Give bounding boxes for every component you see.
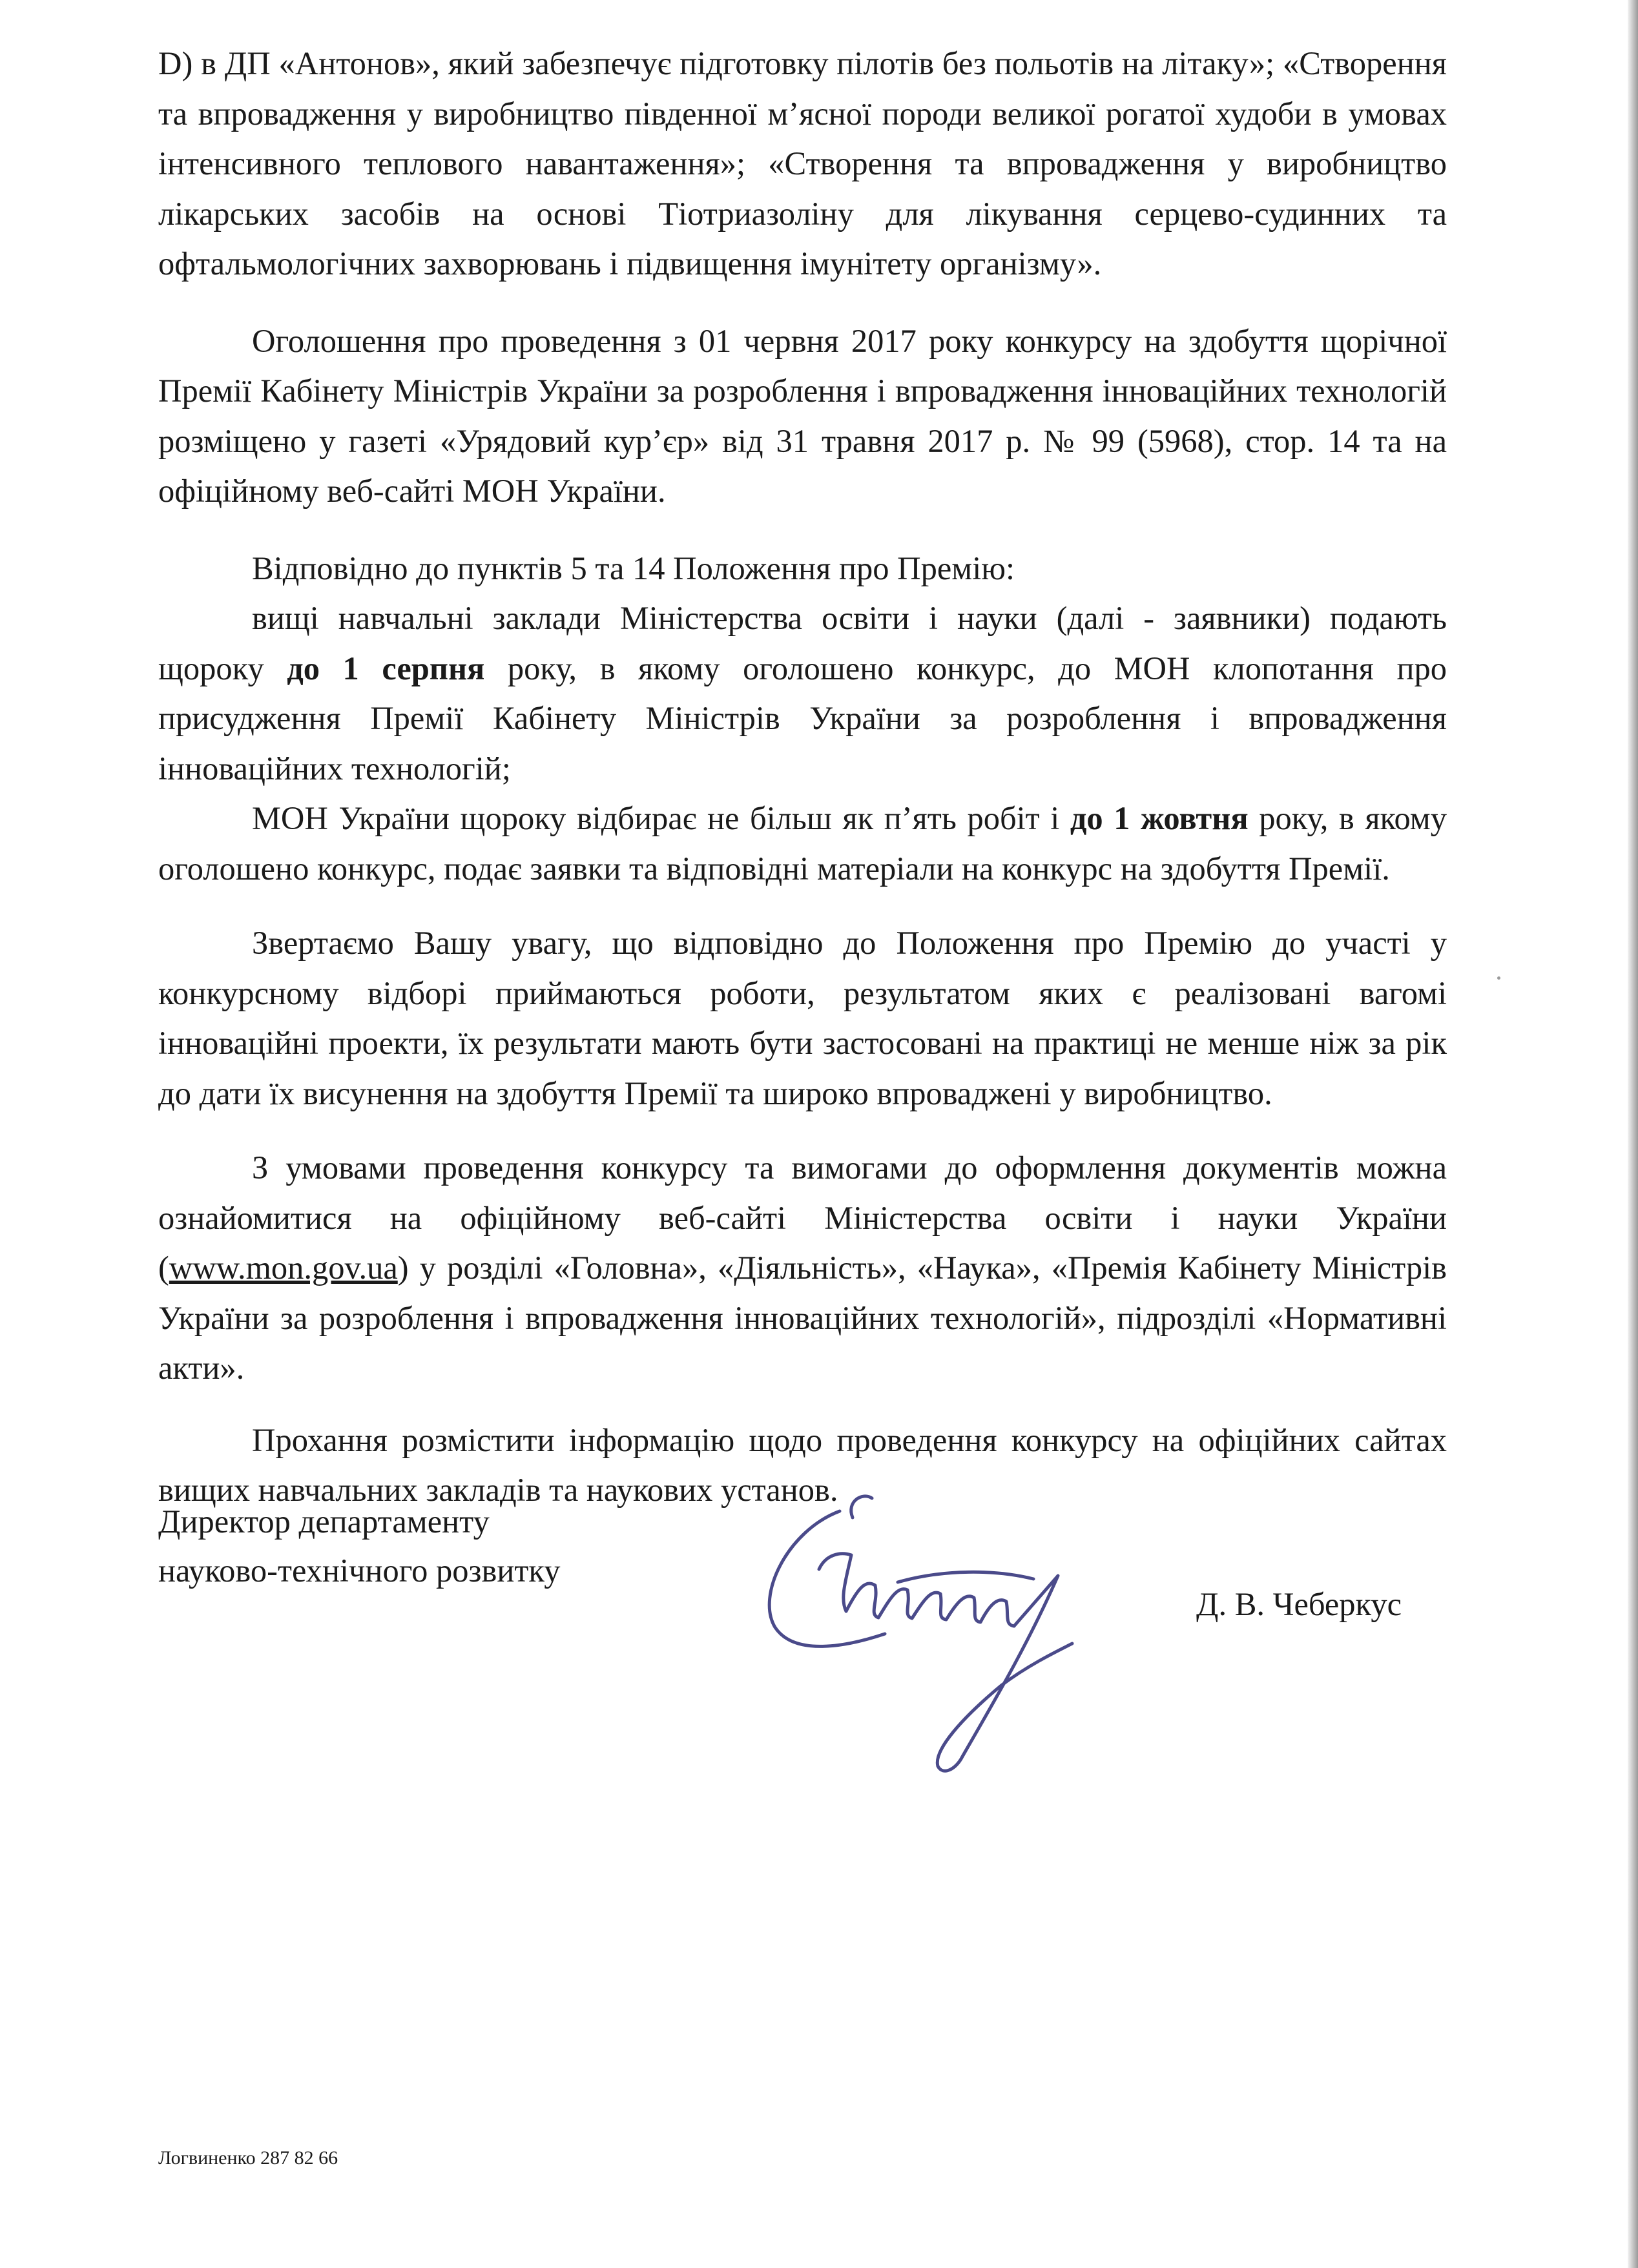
signatory-name: Д. В. Чеберкус xyxy=(1196,1586,1402,1622)
contact-person: Логвиненко 287 82 66 xyxy=(158,2147,338,2169)
paragraph-deadline-ministry xyxy=(158,794,1447,894)
ministry-website-link[interactable]: www.mon.gov.ua xyxy=(169,1250,398,1286)
conditions-text-part-1: З умовами проведення конкурсу та вимогами до оформлення документів можна ознайомитися на офіційному веб-сайті Міністерства освіти і науки України ( xyxy=(158,1149,1447,1286)
deadline-october: до 1 жовтня xyxy=(1070,800,1249,836)
signatory-title-line-1: Директор департаменту xyxy=(158,1503,490,1540)
paragraph-attention: Звертаємо Вашу увагу, що відповідно до Положення про Премію до участі у конкурсному відборі приймаються роботи, результатом яких є реалізовані вагомі інноваційні проекти, їх результати мають бути застосовані на практиці не менше ніж за рік до дати їх висунення на здобуття Премії та широко впроваджені у виробництво. xyxy=(158,925,1447,1111)
paragraph-request: Прохання розмістити інформацію щодо проведення конкурсу на офіційних сайтах вищих навчальних закладів та наукових установ. xyxy=(158,1421,1447,1508)
paragraph-deadline-applicants xyxy=(158,593,1447,794)
signatory-title xyxy=(158,1497,561,1595)
scan-speck xyxy=(1497,976,1500,980)
signatory-title-line-2: науково-технічного розвитку xyxy=(158,1552,561,1589)
paragraph-regulation-intro: Відповідно до пунктів 5 та 14 Положення про Премію: xyxy=(252,550,1015,586)
ministry-text-part-2: року, в якому оголошено конкурс, подає заявки та відповідні матеріали на конкурс на здобуття Премії. xyxy=(158,800,1447,887)
letter-body xyxy=(158,39,1447,1516)
ministry-text-part-1: МОН України щороку відбирає не більш як п’ять робіт і xyxy=(252,800,1070,836)
handwritten-signature xyxy=(749,1472,1111,1782)
paragraph-conditions xyxy=(158,1143,1447,1394)
scan-edge-shadow xyxy=(1628,0,1638,2268)
deadline-august: до 1 серпня xyxy=(287,650,485,686)
deadline-text-part-1: вищі навчальні заклади Міністерства освіти і науки (далі - заявники) подають щороку xyxy=(158,600,1447,686)
paragraph-announcement: Оголошення про проведення з 01 червня 2017 року конкурсу на здобуття щорічної Премії Кабінету Міністрів України за розроблення і впровадження інноваційних технологій розміщено у газеті «Урядовий кур’єр» від 31 травня 2017 р. № 99 (5968), стор. 14 та на офіційному веб-сайті МОН України. xyxy=(158,322,1447,509)
conditions-text-part-2: ) у розділі «Головна», «Діяльність», «Наука», «Премія Кабінету Міністрів України за розроблення і впровадження інноваційних технологій», підрозділі «Нормативні акти». xyxy=(158,1250,1447,1386)
deadline-text-part-2: року, в якому оголошено конкурс, до МОН клопотання про присудження Премії Кабінету Міністрів України за розроблення і впровадження інноваційних технологій; xyxy=(158,650,1447,787)
paragraph-project-list: D) в ДП «Антонов», який забезпечує підготовку пілотів без польотів на літаку»; «Створення та впровадження у виробництво південної м’ясної породи великої рогатої худоби в умовах інтенсивного теплового навантаження»; «Створення та впровадження у виробництво лікарських засобів на основі Тіотриазоліну для лікування серцево-судинних та офтальмологічних захворювань і підвищення імунітету організму». xyxy=(158,45,1447,282)
